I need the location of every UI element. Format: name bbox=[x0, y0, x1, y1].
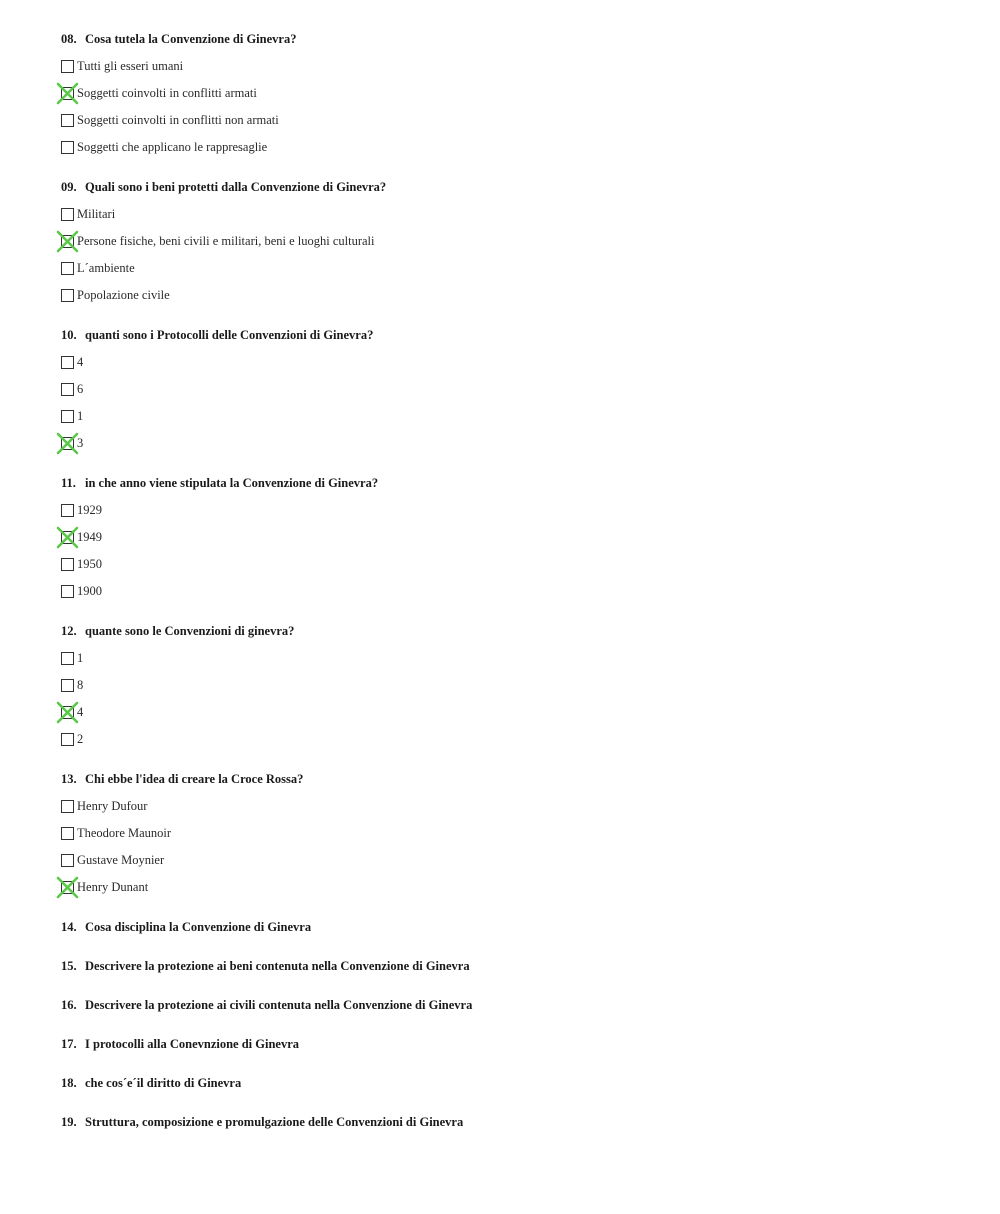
question-number: 18. bbox=[61, 1075, 77, 1090]
option-label: 1950 bbox=[77, 556, 102, 571]
question-heading bbox=[61, 957, 961, 975]
x-mark-icon bbox=[56, 701, 79, 724]
answer-option[interactable] bbox=[61, 407, 961, 425]
checkbox[interactable] bbox=[61, 827, 74, 840]
question-number: 15. bbox=[61, 958, 77, 973]
question-number: 11. bbox=[61, 475, 76, 490]
question-block bbox=[61, 30, 961, 178]
answer-options bbox=[61, 649, 961, 748]
answer-option[interactable] bbox=[61, 676, 961, 694]
x-mark-icon bbox=[56, 230, 79, 253]
option-label: Theodore Maunoir bbox=[77, 825, 172, 840]
answer-option[interactable] bbox=[61, 649, 961, 667]
option-label: Gustave Moynier bbox=[77, 852, 165, 867]
option-label: Soggetti che applicano le rappresaglie bbox=[77, 139, 268, 154]
answer-option[interactable] bbox=[61, 111, 961, 129]
option-label: 1 bbox=[77, 408, 84, 423]
question-heading bbox=[61, 30, 961, 48]
checkbox[interactable] bbox=[61, 289, 74, 302]
answer-option[interactable] bbox=[61, 703, 961, 721]
question-number: 17. bbox=[61, 1036, 77, 1051]
option-label: 1949 bbox=[77, 529, 102, 544]
checkbox[interactable] bbox=[61, 114, 74, 127]
option-label: Henry Dufour bbox=[77, 798, 148, 813]
question-heading bbox=[61, 1074, 961, 1092]
question-block bbox=[61, 1035, 961, 1074]
question-block bbox=[61, 622, 961, 770]
option-label: 1929 bbox=[77, 502, 102, 517]
option-label: 3 bbox=[77, 435, 84, 450]
checkbox-checked[interactable] bbox=[61, 881, 74, 894]
option-label: Soggetti coinvolti in conflitti armati bbox=[77, 85, 257, 100]
answer-option[interactable] bbox=[61, 57, 961, 75]
answer-options bbox=[61, 797, 961, 896]
answer-option[interactable] bbox=[61, 730, 961, 748]
question-heading bbox=[61, 1113, 961, 1131]
option-label: Henry Dunant bbox=[77, 879, 149, 894]
checkbox[interactable] bbox=[61, 60, 74, 73]
answer-option[interactable] bbox=[61, 797, 961, 815]
checkbox[interactable] bbox=[61, 141, 74, 154]
question-block bbox=[61, 918, 961, 957]
option-label: Soggetti coinvolti in conflitti non armati bbox=[77, 112, 279, 127]
answer-options bbox=[61, 501, 961, 600]
question-block bbox=[61, 996, 961, 1035]
checkbox[interactable] bbox=[61, 679, 74, 692]
answer-option[interactable] bbox=[61, 528, 961, 546]
checkbox-checked[interactable] bbox=[61, 235, 74, 248]
option-label: Tutti gli esseri umani bbox=[77, 58, 184, 73]
answer-options bbox=[61, 205, 961, 304]
answer-options bbox=[61, 353, 961, 452]
answer-option[interactable] bbox=[61, 286, 961, 304]
checkbox[interactable] bbox=[61, 800, 74, 813]
question-block bbox=[61, 770, 961, 918]
answer-option[interactable] bbox=[61, 851, 961, 869]
question-number: 09. bbox=[61, 179, 77, 194]
answer-option[interactable] bbox=[61, 878, 961, 896]
x-mark-icon bbox=[56, 432, 79, 455]
question-text: che cos´e´il diritto di Ginevra bbox=[85, 1075, 242, 1090]
answer-option[interactable] bbox=[61, 259, 961, 277]
answer-option[interactable] bbox=[61, 501, 961, 519]
question-block bbox=[61, 178, 961, 326]
answer-options bbox=[61, 57, 961, 156]
question-number: 16. bbox=[61, 997, 77, 1012]
question-number: 14. bbox=[61, 919, 77, 934]
option-label: 1900 bbox=[77, 583, 102, 598]
question-text: Struttura, composizione e promulgazione delle Convenzioni di Ginevra bbox=[85, 1114, 464, 1129]
answer-option[interactable] bbox=[61, 138, 961, 156]
x-mark-icon bbox=[56, 82, 79, 105]
answer-option[interactable] bbox=[61, 353, 961, 371]
option-label: Persone fisiche, beni civili e militari, beni e luoghi culturali bbox=[77, 233, 375, 248]
x-mark-icon bbox=[56, 876, 79, 899]
question-text: Descrivere la protezione ai civili contenuta nella Convenzione di Ginevra bbox=[85, 997, 473, 1012]
checkbox[interactable] bbox=[61, 733, 74, 746]
checkbox[interactable] bbox=[61, 652, 74, 665]
question-text: Quali sono i beni protetti dalla Convenzione di Ginevra? bbox=[85, 179, 387, 194]
answer-option[interactable] bbox=[61, 824, 961, 842]
question-number: 08. bbox=[61, 31, 77, 46]
option-label: L´ambiente bbox=[77, 260, 135, 275]
answer-option[interactable] bbox=[61, 380, 961, 398]
answer-option[interactable] bbox=[61, 205, 961, 223]
answer-option[interactable] bbox=[61, 555, 961, 573]
option-label: 8 bbox=[77, 677, 84, 692]
question-block bbox=[61, 474, 961, 622]
checkbox-checked[interactable] bbox=[61, 706, 74, 719]
x-mark-icon bbox=[56, 526, 79, 549]
checkbox[interactable] bbox=[61, 854, 74, 867]
question-number: 19. bbox=[61, 1114, 77, 1129]
quiz-container bbox=[61, 30, 961, 1152]
question-heading bbox=[61, 178, 961, 196]
question-block bbox=[61, 1074, 961, 1113]
question-block bbox=[61, 957, 961, 996]
option-label: 4 bbox=[77, 354, 84, 369]
answer-option[interactable] bbox=[61, 84, 961, 102]
option-label: 6 bbox=[77, 381, 84, 396]
checkbox-checked[interactable] bbox=[61, 87, 74, 100]
question-block bbox=[61, 1113, 961, 1152]
question-text: I protocolli alla Conevnzione di Ginevra bbox=[85, 1036, 300, 1051]
option-label: Popolazione civile bbox=[77, 287, 170, 302]
question-heading bbox=[61, 474, 961, 492]
checkbox[interactable] bbox=[61, 410, 74, 423]
question-heading bbox=[61, 996, 961, 1014]
question-text: quanti sono i Protocolli delle Convenzioni di Ginevra? bbox=[85, 327, 374, 342]
question-heading bbox=[61, 326, 961, 344]
question-block bbox=[61, 326, 961, 474]
option-label: 2 bbox=[77, 731, 84, 746]
question-text: Cosa disciplina la Convenzione di Ginevra bbox=[85, 919, 312, 934]
question-text: in che anno viene stipulata la Convenzione di Ginevra? bbox=[85, 475, 379, 490]
question-number: 13. bbox=[61, 771, 77, 786]
checkbox[interactable] bbox=[61, 356, 74, 369]
answer-option[interactable] bbox=[61, 582, 961, 600]
option-label: 4 bbox=[77, 704, 84, 719]
question-text: Cosa tutela la Convenzione di Ginevra? bbox=[85, 31, 297, 46]
question-heading bbox=[61, 918, 961, 936]
checkbox[interactable] bbox=[61, 504, 74, 517]
question-heading bbox=[61, 622, 961, 640]
question-heading bbox=[61, 770, 961, 788]
checkbox[interactable] bbox=[61, 208, 74, 221]
checkbox[interactable] bbox=[61, 585, 74, 598]
question-number: 12. bbox=[61, 623, 77, 638]
option-label: Militari bbox=[77, 206, 116, 221]
checkbox[interactable] bbox=[61, 383, 74, 396]
answer-option[interactable] bbox=[61, 434, 961, 452]
question-text: Chi ebbe l'idea di creare la Croce Rossa? bbox=[85, 771, 304, 786]
answer-option[interactable] bbox=[61, 232, 961, 250]
checkbox[interactable] bbox=[61, 262, 74, 275]
question-number: 10. bbox=[61, 327, 77, 342]
question-text: quante sono le Convenzioni di ginevra? bbox=[85, 623, 295, 638]
question-text: Descrivere la protezione ai beni contenuta nella Convenzione di Ginevra bbox=[85, 958, 470, 973]
option-label: 1 bbox=[77, 650, 84, 665]
checkbox-checked[interactable] bbox=[61, 531, 74, 544]
question-heading bbox=[61, 1035, 961, 1053]
checkbox[interactable] bbox=[61, 558, 74, 571]
checkbox-checked[interactable] bbox=[61, 437, 74, 450]
